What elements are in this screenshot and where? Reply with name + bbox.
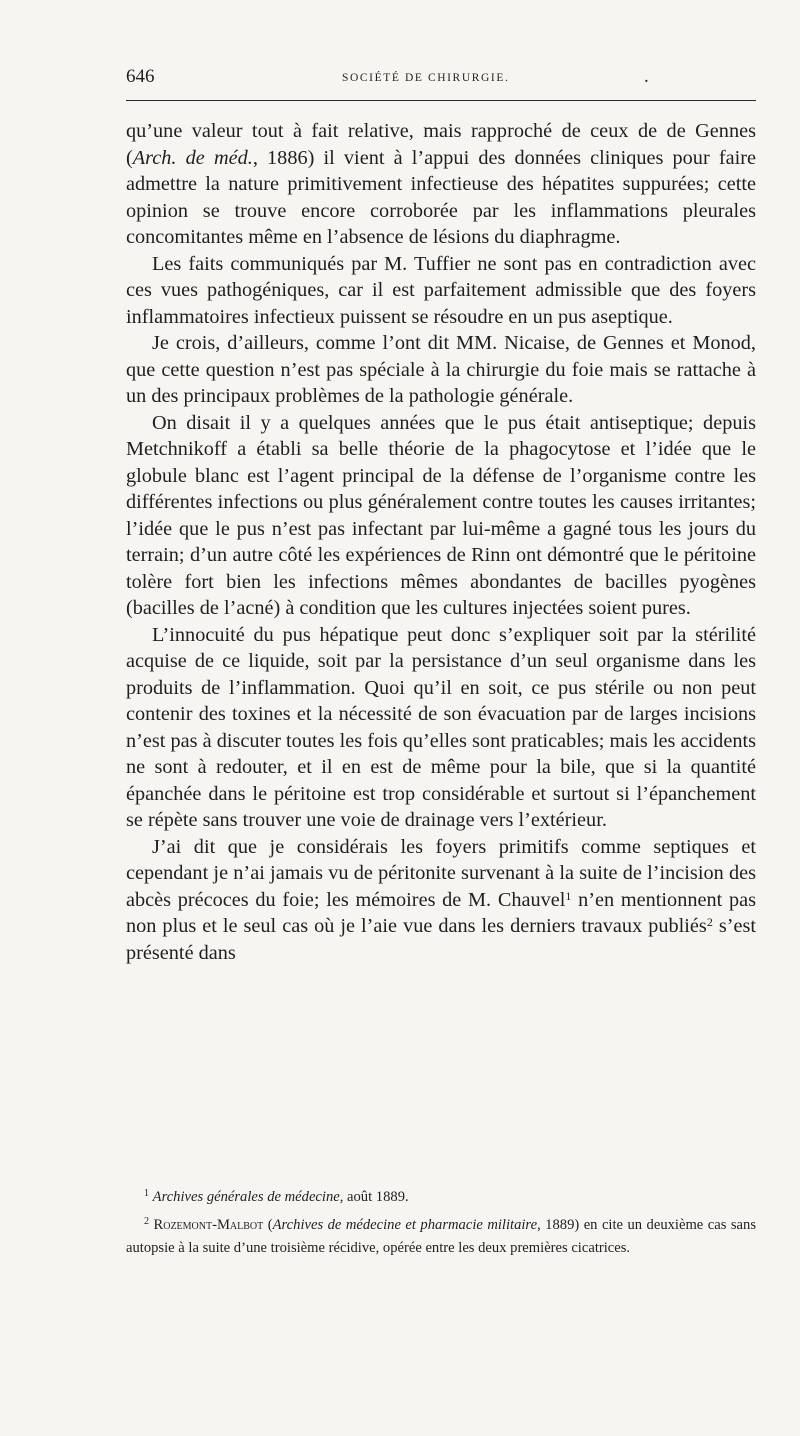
footnote-1-title: Archives générales de médecine bbox=[152, 1189, 340, 1205]
body-text bbox=[126, 118, 756, 966]
footnote-2-mark: 2 bbox=[144, 1215, 149, 1227]
page-header bbox=[126, 66, 756, 92]
paragraph-5: L’innocuité du pus hépatique peut donc s’expliquer soit par la stérilité acquise de ce liquide, soit par la persistance d’un seul organisme dans les produits de l’inflammation. Quoi qu’il en soit, ce pus stérile ou non peut contenir des toxines et la nécessité de son évacuation par de larges incisions n’est pas à discuter toutes les fois qu’elles sont praticables; mais les accidents ne sont à redouter, et il en est de même pour la bile, que si la quantité épanchée dans le péritoine est trop considérable et surtout si l’épanchement se répète sans trouver une voie de drainage vers l’extérieur. bbox=[126, 623, 756, 831]
paragraph-1 bbox=[126, 118, 756, 251]
paragraph-6-text-c: s’est présenté dans bbox=[126, 915, 756, 964]
paragraph-1-text-b: , 1886) il vient à l’appui des données cliniques pour faire admettre la nature primitivement infectieuse des hépatites suppurées; cette opinion se trouve encore corroborée par les inflammations pleurales concomitantes même en l’absence de lésions du diaphragme. bbox=[126, 146, 756, 248]
page-number: 646 bbox=[126, 66, 155, 87]
running-head: SOCIÉTÉ DE CHIRURGIE. bbox=[342, 72, 510, 84]
header-rule bbox=[126, 100, 756, 101]
footnote-2-rest: , 1889) en cite un deuxième cas sans autopsie à la suite d’une troisième récidive, opérée entre les deux premières cicatrices. bbox=[126, 1216, 756, 1256]
footnote-2-title: Archives de médecine et pharmacie militaire bbox=[272, 1216, 538, 1233]
citation-arch-med: Arch. de méd. bbox=[132, 146, 253, 169]
footnote-ref-2: 2 bbox=[706, 915, 713, 929]
header-dot: . bbox=[644, 66, 649, 87]
footnote-1 bbox=[126, 1182, 756, 1210]
footnote-2-author: Rozemont-Malbot bbox=[153, 1216, 264, 1233]
footnote-2 bbox=[126, 1210, 756, 1261]
paragraph-4: On disait il y a quelques années que le pus était antiseptique; depuis Metchnikoff a établi sa belle théorie de la phagocytose et l’idée que le globule blanc est l’agent principal de la défense de l’organisme contre les différentes infections ou plus généralement contre toutes les causes irritantes; l’idée que le pus n’est pas infectant par lui-même a gagné tous les jours du terrain; d’un autre côté les expériences de Rinn ont démontré que le péritoine tolère fort bien les infections mêmes abondantes de bacilles pyogènes (bacilles de l’acné) à condition que les cultures injectées soient pures. bbox=[126, 411, 756, 619]
footnotes bbox=[126, 1182, 756, 1261]
footnote-1-rest: , août 1889. bbox=[339, 1189, 409, 1205]
paragraph-6-text-a: J’ai dit que je considérais les foyers primitifs comme septiques et cependant je n’ai jamais vu de péritonite survenant à la suite de l’incision des abcès précoces du foie; les mémoires de M. Chauvel bbox=[126, 835, 756, 911]
paragraph-3: Je crois, d’ailleurs, comme l’ont dit MM. Nicaise, de Gennes et Monod, que cette question n’est pas spéciale à la chirurgie du foie mais se rattache à un des principaux problèmes de la pathologie générale. bbox=[126, 332, 756, 407]
footnote-2-open: ( bbox=[263, 1216, 273, 1233]
paragraph-6 bbox=[126, 834, 756, 967]
paragraph-1-text-a: qu’une valeur tout à fait relative, mais rapproché de ceux de de Gennes ( bbox=[126, 120, 756, 169]
footnote-ref-1: 1 bbox=[565, 888, 572, 903]
paragraph-2: Les faits communiqués par M. Tuffier ne sont pas en contradiction avec ces vues pathogéniques, car il est parfaitement admissible que des foyers inflammatoires infectieux puissent se résoudre en un pus aseptique. bbox=[126, 252, 756, 328]
paragraph-6-text-b: n’en mentionnent pas non plus et le seul cas où je l’aie vue dans les derniers travaux publiés bbox=[126, 888, 757, 937]
footnote-1-mark: 1 bbox=[144, 1188, 149, 1199]
